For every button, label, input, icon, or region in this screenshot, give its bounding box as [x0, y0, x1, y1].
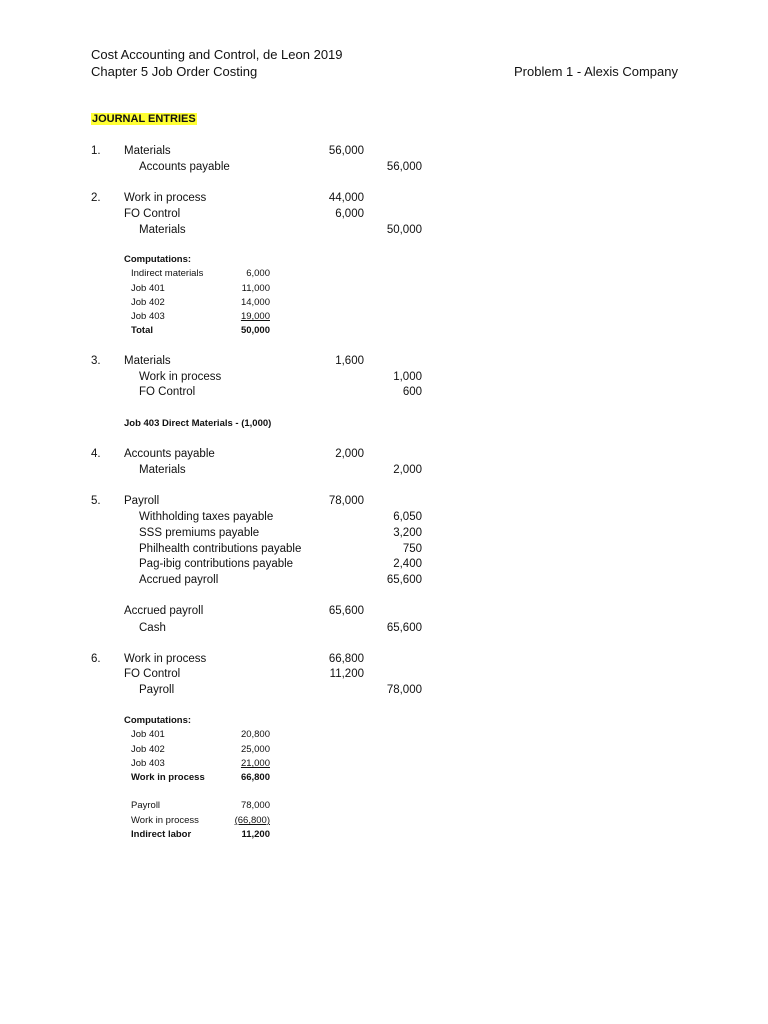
entry-debit: 66,800	[328, 653, 364, 665]
computation-total-value: 11,200	[241, 829, 270, 840]
entry-account: Accrued payroll	[139, 574, 219, 586]
computation-total-value: 50,000	[240, 325, 270, 336]
computation-label: Job 403	[131, 311, 165, 322]
entry-debit: 56,000	[328, 145, 364, 157]
entry-number: 4.	[91, 448, 101, 460]
entry-account: Materials	[139, 224, 186, 236]
section-title: JOURNAL ENTRIES	[92, 113, 196, 125]
entry-number: 1.	[91, 145, 101, 157]
entry-account: Accrued payroll	[124, 605, 204, 617]
entry-number: 2.	[91, 192, 101, 204]
entry-credit: 65,600	[386, 574, 422, 586]
entry-account: Pag-ibig contributions payable	[139, 558, 294, 570]
entry-account: Philhealth contributions payable	[139, 543, 302, 555]
entry-number: 3.	[91, 355, 101, 367]
computation-total-label: Total	[131, 325, 153, 336]
entry-credit: 6,050	[393, 511, 422, 523]
entry-note: Job 403 Direct Materials - (1,000)	[124, 418, 272, 429]
computation-value: 19,000	[240, 311, 270, 322]
entry-debit: 65,600	[328, 605, 364, 617]
computation-value: 14,000	[240, 297, 270, 308]
computation-label: Job 403	[131, 758, 165, 769]
computation-total-value: 66,800	[240, 772, 270, 783]
entry-debit: 2,000	[335, 448, 364, 460]
entry-credit: 750	[402, 543, 422, 555]
entry-account: FO Control	[139, 386, 196, 398]
computation-label: Indirect materials	[131, 268, 204, 279]
problem-title: Problem 1 - Alexis Company	[513, 64, 678, 79]
computations-title: Computations:	[124, 254, 192, 265]
entry-account: Work in process	[124, 653, 207, 665]
computation-label: Payroll	[131, 800, 161, 811]
entry-credit: 2,000	[393, 464, 422, 476]
document-title: Cost Accounting and Control, de Leon 2019	[91, 47, 343, 62]
computation-total-label: Indirect labor	[131, 829, 192, 840]
computation-value: 20,800	[240, 729, 270, 740]
computation-label: Job 402	[131, 297, 165, 308]
entry-debit: 44,000	[328, 192, 364, 204]
entry-credit: 3,200	[393, 527, 422, 539]
entry-account: Materials	[124, 355, 171, 367]
entry-account: Work in process	[139, 371, 222, 383]
entry-debit: 6,000	[335, 208, 364, 220]
entry-account: Withholding taxes payable	[139, 511, 274, 523]
computations-title: Computations:	[124, 715, 192, 726]
entry-account: Materials	[124, 145, 171, 157]
computation-label: Work in process	[131, 815, 199, 826]
entry-account: Payroll	[124, 495, 160, 507]
entry-account: SSS premiums payable	[139, 527, 260, 539]
entry-debit: 78,000	[328, 495, 364, 507]
entry-credit: 600	[402, 386, 422, 398]
entry-number: 5.	[91, 495, 101, 507]
entry-credit: 56,000	[386, 161, 422, 173]
entry-credit: 65,600	[386, 622, 422, 634]
entry-account: Cash	[139, 622, 166, 634]
entry-account: Accounts payable	[124, 448, 215, 460]
computation-label: Job 401	[131, 283, 165, 294]
computation-value: 78,000	[240, 800, 270, 811]
entry-credit: 78,000	[386, 684, 422, 696]
computation-label: Job 401	[131, 729, 165, 740]
entry-number: 6.	[91, 653, 101, 665]
computation-label: Job 402	[131, 744, 165, 755]
computation-value: 11,000	[241, 283, 270, 294]
computation-total-label: Work in process	[131, 772, 205, 783]
entry-account: Payroll	[139, 684, 175, 696]
entry-credit: 2,400	[393, 558, 422, 570]
entry-account: Work in process	[124, 192, 207, 204]
entry-account: Accounts payable	[139, 161, 230, 173]
entry-account: FO Control	[124, 208, 181, 220]
entry-account: FO Control	[124, 668, 181, 680]
computation-value: (66,800)	[234, 815, 270, 826]
chapter-title: Chapter 5 Job Order Costing	[91, 64, 258, 79]
entry-credit: 1,000	[393, 371, 422, 383]
computation-value: 6,000	[246, 268, 270, 279]
entry-debit: 1,600	[335, 355, 364, 367]
entry-account: Materials	[139, 464, 186, 476]
computation-value: 25,000	[240, 744, 270, 755]
computation-value: 21,000	[240, 758, 270, 769]
entry-credit: 50,000	[386, 224, 422, 236]
entry-debit: 11,200	[329, 668, 364, 680]
